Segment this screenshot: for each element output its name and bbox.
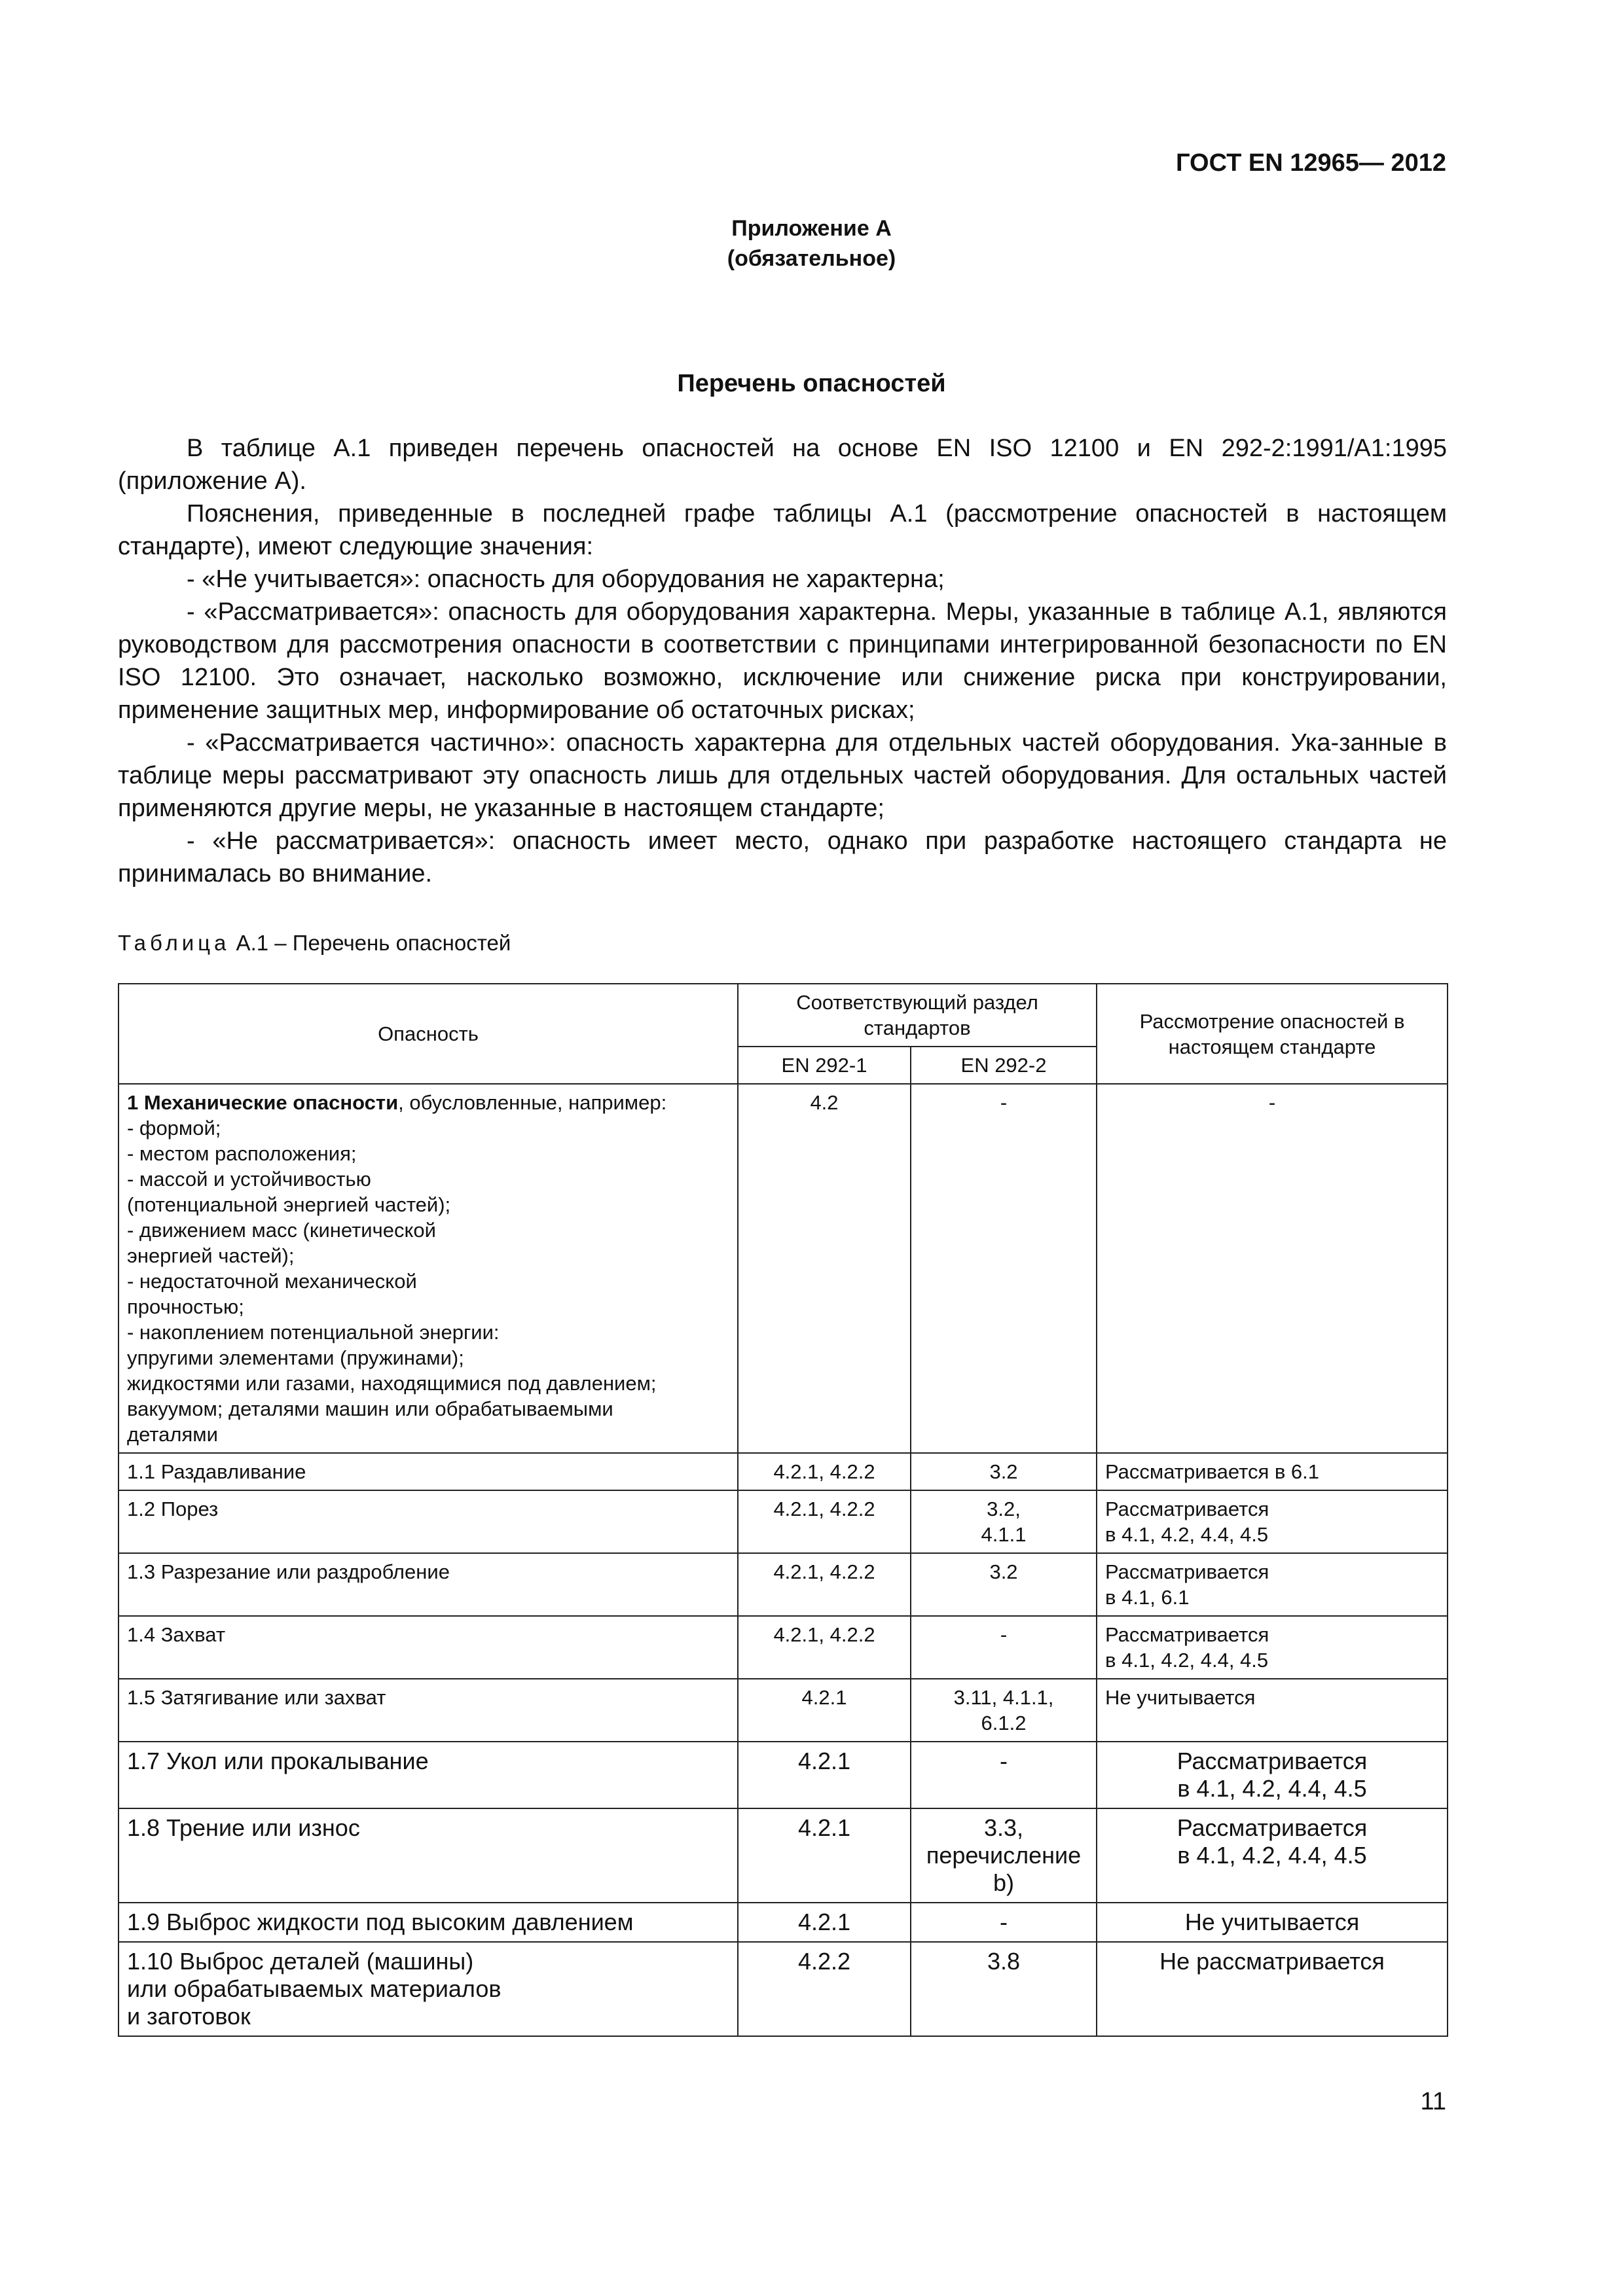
hazard-cell: 1.1 Раздавливание — [119, 1453, 738, 1490]
hazards-table — [118, 983, 1448, 2037]
table-row — [119, 1616, 1448, 1679]
paragraph: Пояснения, приведенные в последней графе таблицы А.1 (рассмотрение опасностей в настоящем стандарте), имеют следующие значения: — [118, 500, 1447, 560]
header-en-292-1: EN 292-1 — [738, 1047, 911, 1084]
consideration-cell: Рассматривается в 4.1, 4.2, 4.4, 4.5 — [1097, 1490, 1448, 1553]
en1-cell: 4.2.1 — [738, 1808, 911, 1903]
en1-cell: 4.2 — [738, 1084, 911, 1453]
page-number: 11 — [1420, 2088, 1446, 2115]
table-row — [119, 1679, 1448, 1742]
hazard-cell: 1.3 Разрезание или раздробление — [119, 1553, 738, 1616]
hazard-cell: 1.5 Затягивание или захват — [119, 1679, 738, 1742]
table-row — [119, 1553, 1448, 1616]
table-row — [119, 1742, 1448, 1808]
body-text — [118, 432, 1447, 890]
en1-cell: 4.2.1, 4.2.2 — [738, 1490, 911, 1553]
hazard-cell: 1.4 Захват — [119, 1616, 738, 1679]
en2-cell: 3.8 — [911, 1942, 1097, 2036]
en1-cell: 4.2.1, 4.2.2 — [738, 1453, 911, 1490]
hazard-group-items: - формой; - местом расположения; - массой и устойчивостью (потенциальной энергией частей); - движением масс (кинетической энергией частей); - недостаточной механической прочностью; - накоплением потенциальной энергии: упругими элементами (пружинами); жидкостями или газами, находящимися под давлением; вакуумом; деталями машин или обрабатываемыми деталями — [127, 1117, 657, 1446]
paragraph: - «Не учитывается»: опасность для оборудования не характерна; — [187, 565, 945, 593]
consideration-cell: Рассматривается в 6.1 — [1097, 1453, 1448, 1490]
consideration-cell: Рассматривается в 4.1, 4.2, 4.4, 4.5 — [1097, 1616, 1448, 1679]
hazard-cell: 1.2 Порез — [119, 1490, 738, 1553]
table-header-row — [119, 984, 1448, 1047]
paragraph: - «Рассматривается частично»: опасность характерна для отдельных частей оборудования. Ука-занные в таблице меры рассматривают эту опасность лишь для отдельных частей оборудования. Для остальных частей применяются другие меры, не указанные в настоящем стандарте; — [118, 729, 1447, 822]
table-row — [119, 1453, 1448, 1490]
annex-heading — [0, 213, 1623, 274]
table-row — [119, 1903, 1448, 1942]
table-caption — [118, 931, 511, 956]
en1-cell: 4.2.1 — [738, 1679, 911, 1742]
en2-cell: 3.2 — [911, 1453, 1097, 1490]
en2-cell: - — [911, 1742, 1097, 1808]
consideration-cell: Не рассматривается — [1097, 1942, 1448, 2036]
en1-cell: 4.2.1 — [738, 1742, 911, 1808]
table-caption-text: А.1 – Перечень опасностей — [230, 931, 511, 955]
header-hazard: Опасность — [119, 984, 738, 1084]
consideration-cell: Рассматривается в 4.1, 4.2, 4.4, 4.5 — [1097, 1808, 1448, 1903]
en1-cell: 4.2.2 — [738, 1942, 911, 2036]
document-code: ГОСТ EN 12965— 2012 — [1176, 149, 1446, 177]
consideration-cell: - — [1097, 1084, 1448, 1453]
table-row — [119, 1084, 1448, 1453]
header-consideration: Рассмотрение опасностей в настоящем стандарте — [1097, 984, 1448, 1084]
hazard-cell: 1.10 Выброс деталей (машины) или обрабатываемых материалов и заготовок — [119, 1942, 738, 2036]
consideration-cell: Рассматривается в 4.1, 6.1 — [1097, 1553, 1448, 1616]
en1-cell: 4.2.1, 4.2.2 — [738, 1553, 911, 1616]
hazard-cell: 1.8 Трение или износ — [119, 1808, 738, 1903]
hazard-group-title: 1 Механические опасности — [127, 1091, 399, 1114]
en2-cell: - — [911, 1616, 1097, 1679]
paragraph: В таблице А.1 приведен перечень опасностей на основе EN ISO 12100 и EN 292-2:1991/A1:1995 (приложение А). — [118, 435, 1447, 495]
consideration-cell: Рассматривается в 4.1, 4.2, 4.4, 4.5 — [1097, 1742, 1448, 1808]
en2-cell: 3.2 — [911, 1553, 1097, 1616]
annex-title: Приложение А — [731, 216, 892, 241]
en2-cell: 3.3, перечисление b) — [911, 1808, 1097, 1903]
consideration-cell: Не учитывается — [1097, 1679, 1448, 1742]
en2-cell: - — [911, 1903, 1097, 1942]
en2-cell: 3.2, 4.1.1 — [911, 1490, 1097, 1553]
en2-cell: 3.11, 4.1.1, 6.1.2 — [911, 1679, 1097, 1742]
hazard-cell — [119, 1084, 738, 1453]
section-title: Перечень опасностей — [677, 370, 946, 397]
paragraph: - «Не рассматривается»: опасность имеет место, однако при разработке настоящего стандарта не принималась во внимание. — [118, 827, 1447, 888]
table-row — [119, 1808, 1448, 1903]
hazard-group-title-rest: , обусловленные, например: — [398, 1091, 667, 1114]
consideration-cell: Не учитывается — [1097, 1903, 1448, 1942]
en2-cell: - — [911, 1084, 1097, 1453]
table-row — [119, 1490, 1448, 1553]
hazard-cell: 1.9 Выброс жидкости под высоким давлением — [119, 1903, 738, 1942]
table-caption-word: Таблица — [118, 931, 230, 955]
en1-cell: 4.2.1 — [738, 1903, 911, 1942]
table-row — [119, 1942, 1448, 2036]
en1-cell: 4.2.1, 4.2.2 — [738, 1616, 911, 1679]
annex-status: (обязательное) — [727, 246, 896, 271]
paragraph: - «Рассматривается»: опасность для оборудования характерна. Меры, указанные в таблице А.1, являются руководством для рассмотрения опасности в соответствии с принципами интегрированной безопасности по EN ISO 12100. Это означает, насколько возможно, исключение или снижение риска при конструировании, применение защитных мер, информирование об остаточных рисках; — [118, 598, 1447, 724]
header-standards: Соответствующий раздел стандартов — [738, 984, 1097, 1047]
header-en-292-2: EN 292-2 — [911, 1047, 1097, 1084]
hazard-cell: 1.7 Укол или прокалывание — [119, 1742, 738, 1808]
